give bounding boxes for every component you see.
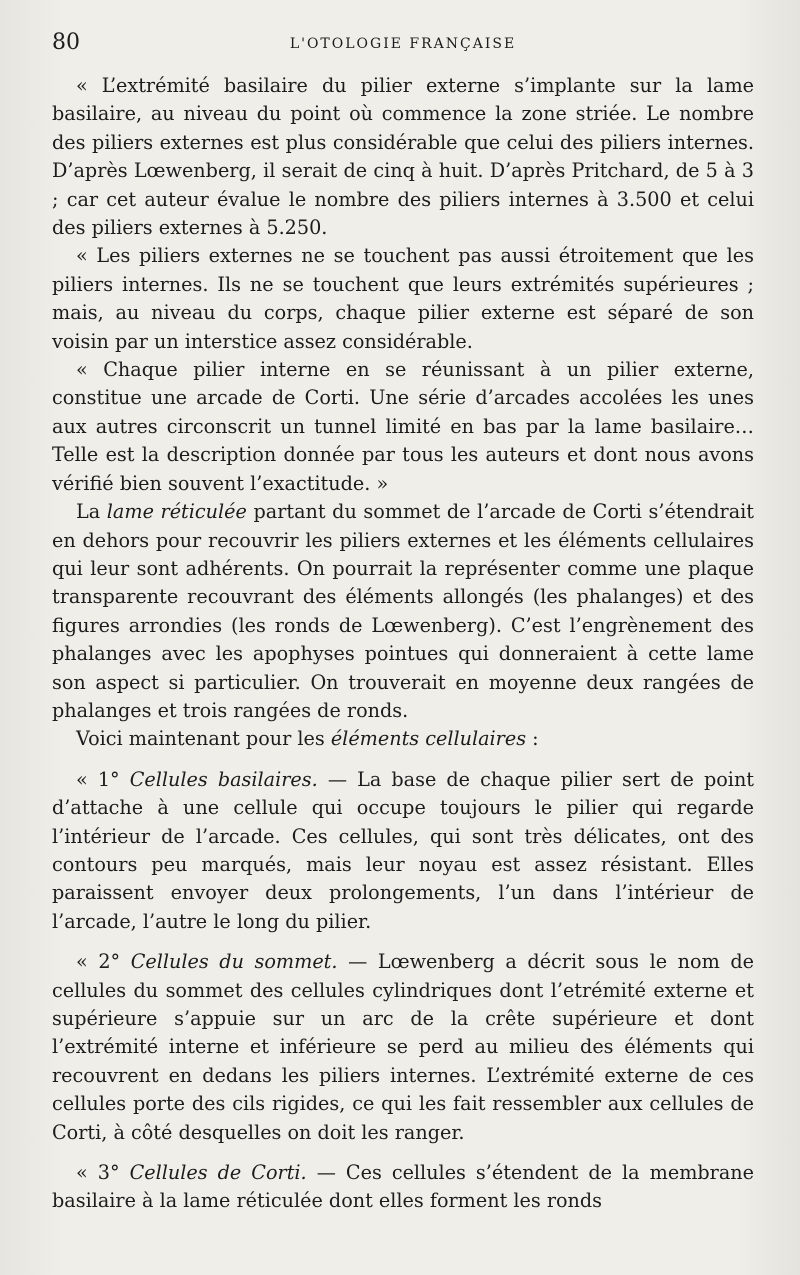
italic-term: Cellules basilaires.	[129, 767, 318, 791]
running-title: L'OTOLOGIE FRANÇAISE	[289, 36, 517, 52]
italic-term: Cellules du sommet.	[130, 950, 338, 974]
italic-term: éléments cellulaires	[330, 727, 527, 751]
text-run: « 3°	[76, 1161, 130, 1185]
paragraph	[52, 766, 754, 936]
paragraph	[52, 356, 754, 498]
body-text	[52, 72, 754, 1216]
paragraph	[52, 72, 754, 242]
text-run: partant du sommet de l’arcade de Corti s’étendrait en dehors pour recouvrir les piliers externes et les éléments cellulaires qui leur sont adhérents. On pourrait la représenter comme une plaque transparente recouvrant des éléments allongés (les phalanges) et des figures arrondies (les ronds de Lœwenberg). C’est l’engrènement des phalanges avec les apophyses pointues qui donneraient à cette lame son aspect si particulier. On trouverait en moyenne deux rangées de phalanges et trois rangées de ronds.	[52, 500, 754, 722]
text-run: Voici maintenant pour les	[76, 727, 331, 751]
paragraph	[52, 498, 754, 725]
text-run: — La base de chaque pilier sert de point d’attache à une cellule qui occupe toujours le pilier qui regarde l’intérieur de l’arcade. Ces cellules, qui sont très délicates, ont des contours peu marqués, mais leur noyau est assez résistant. Elles paraissent envoyer deux prolongements, l’un dans l’intérieur de l’arcade, l’autre le long du pilier.	[52, 767, 755, 933]
text-run: :	[526, 727, 539, 751]
text-run: — Lœwenberg a décrit sous le nom de cellules du sommet des cellules cylindriques dont l’etrémité externe et supérieure s’appuie sur un arc de la crête supérieure et dont l’extrémité interne et inférieure se perd au milieu des éléments qui recouvrent en dedans les piliers internes. L’extrémité externe de ces cellules porte des cils rigides, ce qui les fait ressembler aux cellules de Corti, à côté desquelles on doit les ranger.	[52, 950, 754, 1144]
text-run: « 1°	[76, 767, 130, 791]
text-run: — Ces cellules s’étendent de la membrane basilaire à la lame réticulée dont elles forment les ronds	[52, 1161, 754, 1213]
page-number: 80	[52, 30, 80, 55]
text-run: La	[76, 500, 107, 524]
paragraph	[52, 242, 754, 356]
paragraph	[52, 725, 754, 753]
text-run: « Les piliers externes ne se touchent pas aussi étroitement que les piliers internes. Ils ne se touchent que leurs extrémités supérieures ; mais, au niveau du corps, chaque pilier externe est séparé de son voisin par un interstice assez considérable.	[52, 244, 754, 353]
text-run: « Chaque pilier interne en se réunissant à un pilier externe, constitue une arcade de Corti. Une série d’arcades accolées les unes aux autres circonscrit un tunnel limité en bas par la lame basilaire… Telle est la description donnée par tous les auteurs et dont nous avons vérifié bien souvent l’exactitude. »	[52, 358, 754, 495]
paragraph	[52, 948, 754, 1147]
paragraph	[52, 1159, 754, 1216]
text-run: « 2°	[76, 950, 131, 974]
page-header	[52, 28, 754, 64]
italic-term: Cellules de Corti.	[129, 1161, 307, 1185]
italic-term: lame réticulée	[106, 500, 247, 524]
text-run: « L’extrémité basilaire du pilier externe s’implante sur la lame basilaire, au niveau du point où commence la zone striée. Le nombre des piliers externes est plus considérable que celui des piliers internes. D’après Lœwenberg, il serait de cinq à huit. D’après Pritchard, de 5 à 3 ; car cet auteur évalue le nombre des piliers internes à 3.500 et celui des piliers externes à 5.250.	[52, 74, 754, 240]
